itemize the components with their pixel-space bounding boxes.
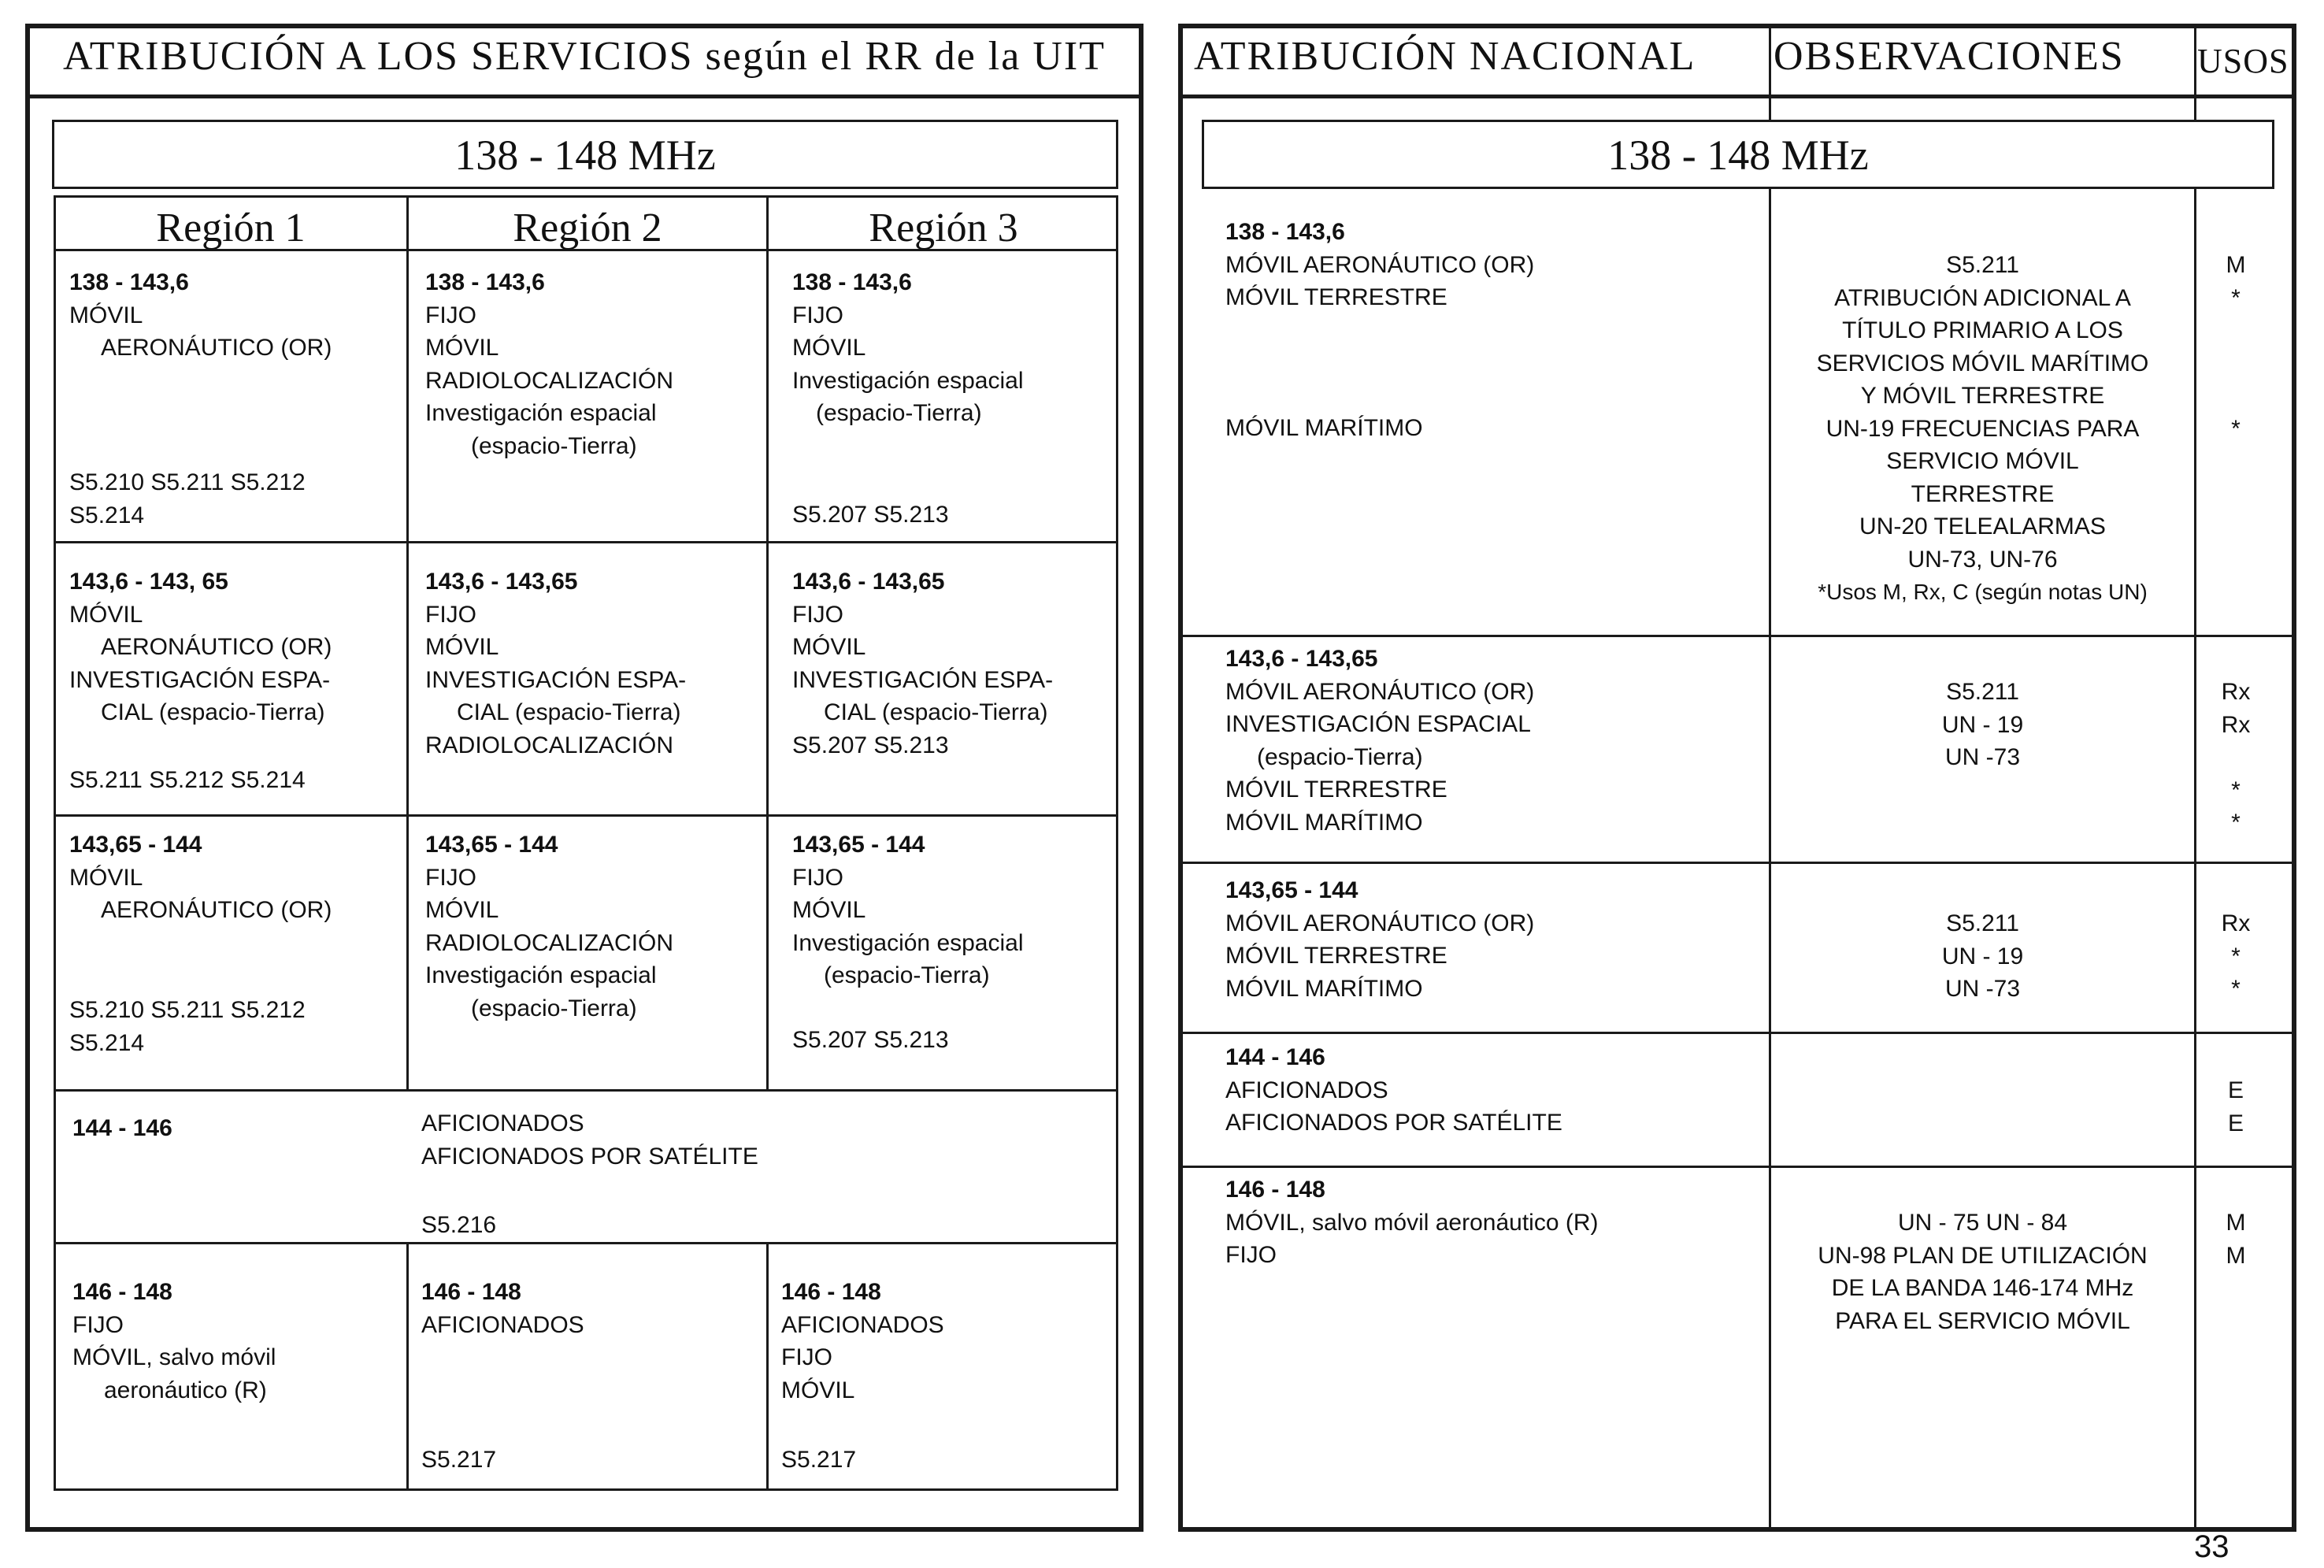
row144-range: 144 - 146 — [72, 1115, 172, 1141]
r3-1436-cell: 143,6 - 143,65 FIJO MÓVIL INVESTIGACIÓN ESPA- CIAL (espacio-Tierra) S5.207 S5.213 — [792, 569, 1054, 758]
nac-144-usos: E E — [2227, 1077, 2244, 1136]
r1-138-notes: S5.210 S5.211 S5.212 S5.214 — [69, 469, 306, 528]
nac-1436-obs: S5.211 UN - 19 UN -73 — [1941, 679, 2024, 770]
r2-146-cell: 146 - 148 AFICIONADOS — [421, 1279, 584, 1338]
header-nacional: ATRIBUCIÓN NACIONAL — [1194, 34, 1696, 79]
header-usos: USOS — [2197, 42, 2289, 80]
r2-146-note: S5.217 — [421, 1447, 497, 1473]
r1-14365-notes: S5.210 S5.211 S5.212 S5.214 — [69, 997, 306, 1056]
r3-14365-cell: 143,65 - 144 FIJO MÓVIL Investigación espacial (espacio-Tierra) — [792, 832, 1024, 988]
r3-138-cell: 138 - 143,6 FIJO MÓVIL Investigación espacial (espacio-Tierra) — [792, 269, 1024, 426]
region-1-header: Región 1 — [156, 206, 306, 250]
nac-138-obs: S5.211 ATRIBUCIÓN ADICIONAL A TÍTULO PRIMARIO A LOS SERVICIOS MÓVIL MARÍTIMO Y MÓVIL TERRESTRE UN-19 FRECUENCIAS PARA SERVICIO MÓVIL TERRESTRE UN-20 TELEALARMAS UN-73, UN-76 *Usos M, Rx, C (según notas UN) — [1816, 252, 2149, 604]
nac-138-attrib: 138 - 143,6 MÓVIL AERONÁUTICO (OR) MÓVIL TERRESTRE MÓVIL MARÍTIMO — [1225, 219, 1535, 441]
nac-146-obs: UN - 75 UN - 84 UN-98 PLAN DE UTILIZACIÓN DE LA BANDA 146-174 MHz PARA EL SERVICIO MÓVIL — [1818, 1210, 2148, 1334]
header-observaciones: OBSERVACIONES — [1774, 34, 2125, 79]
row144-note: S5.216 — [421, 1212, 497, 1238]
nac-144-attrib: 144 - 146 AFICIONADOS AFICIONADOS POR SATÉLITE — [1225, 1044, 1562, 1136]
r1-138-cell: 138 - 143,6 MÓVIL AERONÁUTICO (OR) — [69, 269, 332, 361]
r3-138-notes: S5.207 S5.213 — [792, 502, 949, 528]
left-header: ATRIBUCIÓN A LOS SERVICIOS según el RR de la UIT — [63, 34, 1106, 79]
nac-146-usos: M M — [2226, 1210, 2246, 1269]
nac-14365-obs: S5.211 UN - 19 UN -73 — [1941, 910, 2024, 1002]
r3-146-note: S5.217 — [781, 1447, 857, 1473]
r2-138-cell: 138 - 143,6 FIJO MÓVIL RADIOLOCALIZACIÓN Investigación espacial (espacio-Tierra) — [425, 269, 674, 459]
r1-1436-notes: S5.211 S5.212 S5.214 — [69, 767, 306, 793]
page-number: 33 — [2194, 1529, 2229, 1564]
region-3-header: Región 3 — [869, 206, 1018, 250]
r1-1436-cell: 143,6 - 143, 65 MÓVIL AERONÁUTICO (OR) INVESTIGACIÓN ESPA- CIAL (espacio-Tierra) — [69, 569, 332, 725]
nac-14365-usos: Rx * * — [2221, 910, 2251, 1002]
row144-services: AFICIONADOS AFICIONADOS POR SATÉLITE — [421, 1110, 758, 1170]
left-band-title: 138 - 148 MHz — [52, 120, 1118, 189]
r1-146-cell: 146 - 148 FIJO MÓVIL, salvo móvil aeronáutico (R) — [72, 1279, 276, 1403]
nac-14365-attrib: 143,65 - 144 MÓVIL AERONÁUTICO (OR) MÓVIL TERRESTRE MÓVIL MARÍTIMO — [1225, 877, 1535, 1002]
nac-146-attrib: 146 - 148 MÓVIL, salvo móvil aeronáutico (R) FIJO — [1225, 1177, 1599, 1268]
nac-138-usos: M * * — [2226, 252, 2246, 442]
nac-1436-attrib: 143,6 - 143,65 MÓVIL AERONÁUTICO (OR) INVESTIGACIÓN ESPACIAL (espacio-Tierra) MÓVIL TERRESTRE MÓVIL MARÍTIMO — [1225, 646, 1535, 836]
region-2-header: Región 2 — [513, 206, 662, 250]
r3-146-cell: 146 - 148 AFICIONADOS FIJO MÓVIL — [781, 1279, 944, 1403]
nac-1436-usos: Rx Rx * * — [2221, 679, 2251, 836]
r2-1436-cell: 143,6 - 143,65 FIJO MÓVIL INVESTIGACIÓN ESPA- CIAL (espacio-Tierra) RADIOLOCALIZACIÓN — [425, 569, 687, 758]
right-band-title: 138 - 148 MHz — [1202, 120, 2274, 189]
r2-14365-cell: 143,65 - 144 FIJO MÓVIL RADIOLOCALIZACIÓN Investigación espacial (espacio-Tierra) — [425, 832, 674, 1021]
r1-14365-cell: 143,65 - 144 MÓVIL AERONÁUTICO (OR) — [69, 832, 332, 923]
r3-14365-notes: S5.207 S5.213 — [792, 1027, 949, 1053]
